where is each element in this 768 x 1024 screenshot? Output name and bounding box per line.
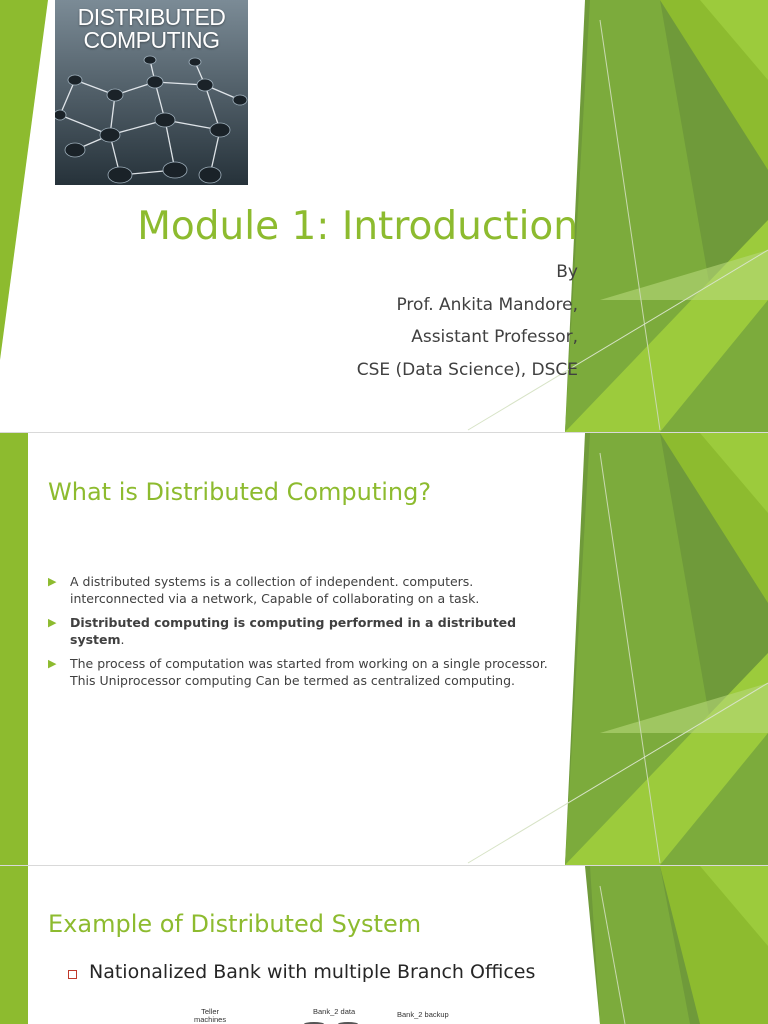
bullet-text-bold: Distributed computing is computing performed in a distributed system <box>70 615 517 647</box>
byline-role: Assistant Professor, <box>411 327 578 347</box>
diagram-label-bank2-data: Bank_2 data <box>313 1007 356 1016</box>
slide-heading: What is Distributed Computing? <box>48 478 432 506</box>
bullet-text-line1: A distributed systems is a collection of independent. computers. <box>70 574 474 589</box>
bullet-item <box>48 655 568 689</box>
cover-title <box>55 6 248 52</box>
triangle-right-icon: ▶ <box>48 657 57 670</box>
bullet-text-line2: interconnected via a network, Capable of collaborating on a task. <box>70 591 480 606</box>
byline-name: Prof. Ankita Mandore, <box>396 295 578 315</box>
bullet-list <box>48 573 568 696</box>
bullet-text-tail: . <box>120 632 125 647</box>
slide-example <box>0 866 768 1024</box>
hollow-square-icon <box>68 970 77 979</box>
cover-title-line2: COMPUTING <box>83 27 220 53</box>
bullet-item <box>48 614 568 648</box>
diagram-label-teller <box>194 1008 226 1024</box>
triangle-right-icon: ▶ <box>48 616 57 629</box>
slide-title <box>0 0 768 432</box>
bullet-text-line1: The process of computation was started from working on a single processor. <box>70 656 548 671</box>
diagram-node-tops <box>300 1020 380 1024</box>
green-decoration <box>0 866 768 1024</box>
bullet-text-line2: This Uniprocessor computing Can be termed as centralized computing. <box>70 673 515 688</box>
slide-heading: Example of Distributed System <box>48 910 422 938</box>
bullet-item <box>48 573 568 607</box>
slide-what-is <box>0 433 768 865</box>
book-cover-image <box>55 0 248 185</box>
sub-item-text: Nationalized Bank with multiple Branch Offices <box>89 961 536 983</box>
byline-by: By <box>556 262 578 282</box>
slide-title-heading: Module 1: Introduction <box>137 204 578 249</box>
triangle-right-icon: ▶ <box>48 575 57 588</box>
cover-title-line1: DISTRIBUTED <box>77 4 226 30</box>
teller-label-line1: Teller <box>201 1007 220 1016</box>
diagram-label-bank2-backup: Bank_2 backup <box>397 1010 449 1019</box>
teller-label-line2: machines <box>194 1015 227 1024</box>
byline-department: CSE (Data Science), DSCE <box>356 360 578 380</box>
